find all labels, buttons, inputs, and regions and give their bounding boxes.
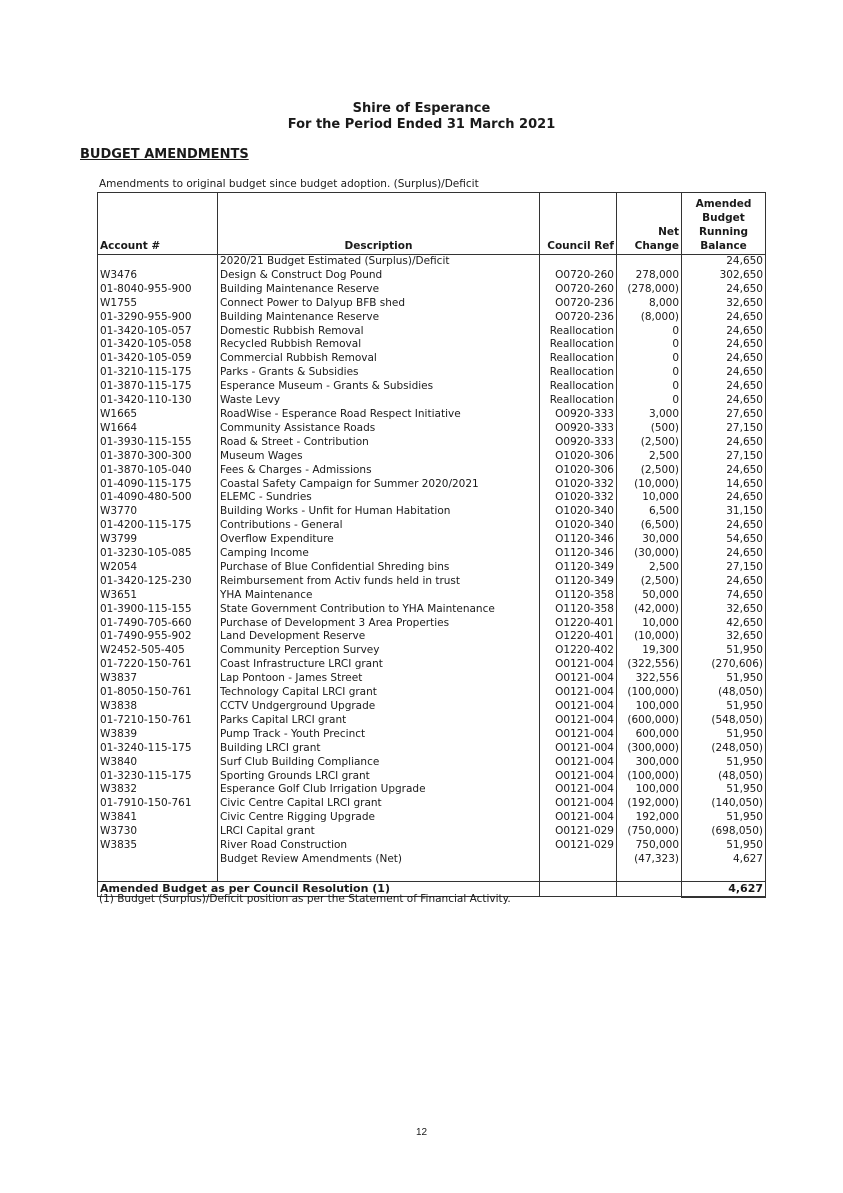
account-cell: 01-3420-105-059 [98,352,218,366]
account-cell: 01-7490-705-660 [98,617,218,631]
table-row [98,839,766,853]
account-cell: 01-3870-115-175 [98,380,218,394]
net-change-cell: (10,000) [617,478,682,492]
table-row [98,797,766,811]
description-cell: River Road Construction [218,839,540,853]
council-ref-cell: O1020-306 [540,450,617,464]
balance-cell: 27,150 [682,450,766,464]
table-row [98,603,766,617]
table-row [98,547,766,561]
account-cell: W3832 [98,783,218,797]
intro-text: Amendments to original budget since budget adoption. (Surplus)/Deficit [99,178,479,190]
description-cell: Overflow Expenditure [218,533,540,547]
account-cell: 01-7210-150-761 [98,714,218,728]
balance-cell: 24,650 [682,547,766,561]
council-ref-cell: O0720-236 [540,311,617,325]
table-row [98,283,766,297]
net-change-cell: 19,300 [617,644,682,658]
balance-cell: 24,650 [682,464,766,478]
description-cell: Technology Capital LRCI grant [218,686,540,700]
net-change-cell: 0 [617,394,682,408]
balance-cell: (48,050) [682,770,766,784]
spacer-row [98,867,766,881]
description-cell: Building Maintenance Reserve [218,283,540,297]
council-ref-cell: O0121-004 [540,756,617,770]
table-row [98,352,766,366]
net-change-cell: 750,000 [617,839,682,853]
balance-cell: 32,650 [682,297,766,311]
balance-cell: (548,050) [682,714,766,728]
total-label: Amended Budget as per Council Resolution (1) [98,881,540,896]
net-change-cell [617,255,682,269]
description-cell: Commercial Rubbish Removal [218,352,540,366]
council-ref-cell: O0121-004 [540,797,617,811]
table-row [98,825,766,839]
council-ref-cell: O0121-004 [540,783,617,797]
balance-cell: (270,606) [682,658,766,672]
council-ref-cell: O1220-401 [540,617,617,631]
table-row [98,394,766,408]
net-change-cell: (10,000) [617,630,682,644]
description-cell: Budget Review Amendments (Net) [218,853,540,867]
description-cell: Domestic Rubbish Removal [218,325,540,339]
net-change-cell: (750,000) [617,825,682,839]
council-ref-cell: Reallocation [540,352,617,366]
account-cell: W3651 [98,589,218,603]
description-cell: Fees & Charges - Admissions [218,464,540,478]
table-row [98,311,766,325]
description-cell: LRCI Capital grant [218,825,540,839]
council-ref-cell: O0720-260 [540,269,617,283]
council-ref-cell: Reallocation [540,338,617,352]
council-ref-cell: O0720-236 [540,297,617,311]
balance-cell: 24,650 [682,338,766,352]
account-cell: 01-3420-105-057 [98,325,218,339]
council-ref-cell: O0121-004 [540,700,617,714]
description-cell: RoadWise - Esperance Road Respect Initiative [218,408,540,422]
account-cell [98,255,218,269]
net-change-cell: 0 [617,366,682,380]
council-ref-cell: O0121-004 [540,658,617,672]
net-change-cell: (2,500) [617,436,682,450]
net-change-cell: (6,500) [617,519,682,533]
council-ref-cell: O1120-349 [540,575,617,589]
net-change-cell: 6,500 [617,505,682,519]
column-header-net-change: Net Change [617,193,682,255]
balance-cell: 27,150 [682,561,766,575]
council-ref-cell: O0121-004 [540,811,617,825]
net-change-cell: (2,500) [617,464,682,478]
table-row [98,436,766,450]
description-cell: Community Perception Survey [218,644,540,658]
net-change-cell: 322,556 [617,672,682,686]
table-row [98,505,766,519]
balance-cell: 51,950 [682,783,766,797]
council-ref-cell: Reallocation [540,366,617,380]
account-cell: 01-7220-150-761 [98,658,218,672]
account-cell: 01-3930-115-155 [98,436,218,450]
council-ref-cell: O1020-332 [540,491,617,505]
table-row [98,478,766,492]
description-cell: Civic Centre Capital LRCI grant [218,797,540,811]
description-cell: Coastal Safety Campaign for Summer 2020/2021 [218,478,540,492]
council-ref-cell: O1120-358 [540,589,617,603]
footnote: (1) Budget (Surplus)/Deficit position as per the Statement of Financial Activity. [99,893,511,905]
net-change-cell: 8,000 [617,297,682,311]
balance-cell: 24,650 [682,352,766,366]
table-row [98,491,766,505]
description-cell: Land Development Reserve [218,630,540,644]
table-row [98,366,766,380]
net-change-cell: 10,000 [617,491,682,505]
description-cell: Building Works - Unfit for Human Habitation [218,505,540,519]
table-row [98,297,766,311]
description-cell: Purchase of Development 3 Area Properties [218,617,540,631]
description-cell: Parks - Grants & Subsidies [218,366,540,380]
net-change-cell: (42,000) [617,603,682,617]
total-balance: 4,627 [682,881,766,896]
council-ref-cell: O0121-004 [540,742,617,756]
balance-cell: 24,650 [682,394,766,408]
account-cell: 01-3870-300-300 [98,450,218,464]
account-cell: W3839 [98,728,218,742]
table-row [98,728,766,742]
balance-cell: 24,650 [682,491,766,505]
description-cell: Surf Club Building Compliance [218,756,540,770]
council-ref-cell: O0121-029 [540,825,617,839]
account-cell: 01-4090-115-175 [98,478,218,492]
table-body [98,255,766,867]
description-cell: Design & Construct Dog Pound [218,269,540,283]
net-change-cell: 278,000 [617,269,682,283]
net-change-cell: (322,556) [617,658,682,672]
balance-cell: 31,150 [682,505,766,519]
account-cell: W3837 [98,672,218,686]
description-cell: Road & Street - Contribution [218,436,540,450]
document-title: Shire of Esperance [352,101,491,116]
table-row [98,714,766,728]
net-change-cell: 0 [617,338,682,352]
council-ref-cell: O0121-004 [540,686,617,700]
table-row [98,338,766,352]
description-cell: Museum Wages [218,450,540,464]
description-cell: State Government Contribution to YHA Maintenance [218,603,540,617]
account-cell: 01-3870-105-040 [98,464,218,478]
table-row [98,770,766,784]
table-row [98,533,766,547]
account-cell: W3840 [98,756,218,770]
account-cell: 01-3420-110-130 [98,394,218,408]
table-row [98,783,766,797]
account-cell: W3476 [98,269,218,283]
table-row [98,658,766,672]
table-row [98,422,766,436]
balance-cell: 24,650 [682,255,766,269]
balance-cell: 27,650 [682,408,766,422]
description-cell: Connect Power to Dalyup BFB shed [218,297,540,311]
table-row [98,700,766,714]
table-row [98,853,766,867]
table-row [98,617,766,631]
council-ref-cell: O0121-004 [540,770,617,784]
net-change-cell: (278,000) [617,283,682,297]
table-row [98,589,766,603]
table-row [98,519,766,533]
balance-cell: (248,050) [682,742,766,756]
council-ref-cell: O1120-358 [540,603,617,617]
balance-cell: 24,650 [682,380,766,394]
account-cell: W1665 [98,408,218,422]
account-cell: 01-8050-150-761 [98,686,218,700]
account-cell: W3838 [98,700,218,714]
account-cell: W3841 [98,811,218,825]
description-cell: Community Assistance Roads [218,422,540,436]
account-cell: 01-3230-115-175 [98,770,218,784]
council-ref-cell: O1220-401 [540,630,617,644]
table-header-row [98,193,766,255]
council-ref-cell: O0720-260 [540,283,617,297]
account-cell: W3770 [98,505,218,519]
section-title: BUDGET AMENDMENTS [80,147,249,162]
account-cell: 01-3210-115-175 [98,366,218,380]
council-ref-cell: O1120-346 [540,547,617,561]
description-cell: Coast Infrastructure LRCI grant [218,658,540,672]
council-ref-cell: O0121-004 [540,728,617,742]
balance-cell: 14,650 [682,478,766,492]
council-ref-cell: O1020-340 [540,519,617,533]
balance-cell: 51,950 [682,672,766,686]
description-cell: Building LRCI grant [218,742,540,756]
table-row [98,464,766,478]
description-cell: Civic Centre Rigging Upgrade [218,811,540,825]
balance-cell: 302,650 [682,269,766,283]
council-ref-cell [540,255,617,269]
net-change-cell: (47,323) [617,853,682,867]
description-cell: Contributions - General [218,519,540,533]
account-cell: 01-7910-150-761 [98,797,218,811]
balance-cell: 51,950 [682,756,766,770]
account-cell: W3730 [98,825,218,839]
council-ref-cell: O1020-340 [540,505,617,519]
council-ref-cell: O0121-004 [540,714,617,728]
balance-cell: 54,650 [682,533,766,547]
council-ref-cell: O1120-346 [540,533,617,547]
net-change-cell: 0 [617,352,682,366]
net-change-cell: (600,000) [617,714,682,728]
description-cell: Purchase of Blue Confidential Shreding bins [218,561,540,575]
net-change-cell: 3,000 [617,408,682,422]
council-ref-cell: O1220-402 [540,644,617,658]
description-cell: Parks Capital LRCI grant [218,714,540,728]
account-cell: 01-7490-955-902 [98,630,218,644]
balance-cell: 51,950 [682,839,766,853]
column-header-description: Description [218,193,540,255]
balance-cell: 24,650 [682,436,766,450]
balance-cell: 27,150 [682,422,766,436]
net-change-cell: 50,000 [617,589,682,603]
table-row [98,686,766,700]
net-change-cell: 100,000 [617,700,682,714]
account-cell: 01-3420-125-230 [98,575,218,589]
net-change-cell: (100,000) [617,686,682,700]
description-cell: Esperance Museum - Grants & Subsidies [218,380,540,394]
balance-cell: 42,650 [682,617,766,631]
table-row [98,630,766,644]
net-change-cell: 600,000 [617,728,682,742]
document-header [0,101,843,133]
balance-cell: 51,950 [682,728,766,742]
balance-cell: 51,950 [682,700,766,714]
net-change-cell: 2,500 [617,450,682,464]
description-cell: Reimbursement from Activ funds held in trust [218,575,540,589]
account-cell: 01-3420-105-058 [98,338,218,352]
balance-cell: 24,650 [682,325,766,339]
council-ref-cell: O0920-333 [540,436,617,450]
balance-cell: 32,650 [682,630,766,644]
net-change-cell: (30,000) [617,547,682,561]
table-row [98,380,766,394]
description-cell: CCTV Undgerground Upgrade [218,700,540,714]
net-change-cell: (192,000) [617,797,682,811]
column-header-council-ref: Council Ref [540,193,617,255]
balance-cell: 24,650 [682,366,766,380]
council-ref-cell: O0920-333 [540,422,617,436]
council-ref-cell: O0920-333 [540,408,617,422]
description-cell: Sporting Grounds LRCI grant [218,770,540,784]
description-cell: Pump Track - Youth Precinct [218,728,540,742]
council-ref-cell: Reallocation [540,325,617,339]
net-change-cell: 2,500 [617,561,682,575]
table-row [98,644,766,658]
account-cell: W2452-505-405 [98,644,218,658]
net-change-cell: 0 [617,380,682,394]
description-cell: 2020/21 Budget Estimated (Surplus)/Deficit [218,255,540,269]
account-cell: 01-3230-105-085 [98,547,218,561]
account-cell: W3799 [98,533,218,547]
description-cell: YHA Maintenance [218,589,540,603]
account-cell: 01-4090-480-500 [98,491,218,505]
council-ref-cell [540,853,617,867]
description-cell: Building Maintenance Reserve [218,311,540,325]
net-change-cell: (100,000) [617,770,682,784]
budget-amendments-table [97,192,766,898]
table-row [98,742,766,756]
column-header-account: Account # [98,193,218,255]
council-ref-cell: O1020-306 [540,464,617,478]
net-change-cell: (8,000) [617,311,682,325]
table-row [98,325,766,339]
council-ref-cell: Reallocation [540,380,617,394]
balance-cell: 51,950 [682,811,766,825]
description-cell: Camping Income [218,547,540,561]
table-row [98,756,766,770]
table-row [98,255,766,269]
description-cell: Waste Levy [218,394,540,408]
table-row [98,269,766,283]
net-change-cell: 192,000 [617,811,682,825]
account-cell: W1664 [98,422,218,436]
net-change-cell: (2,500) [617,575,682,589]
net-change-cell: 0 [617,325,682,339]
document-subtitle: For the Period Ended 31 March 2021 [287,117,556,132]
net-change-cell: 30,000 [617,533,682,547]
balance-cell: 24,650 [682,311,766,325]
net-change-cell: 10,000 [617,617,682,631]
balance-cell: 24,650 [682,575,766,589]
council-ref-cell: O1020-332 [540,478,617,492]
council-ref-cell: O0121-029 [540,839,617,853]
balance-cell: 74,650 [682,589,766,603]
table-row [98,575,766,589]
table-row [98,561,766,575]
balance-cell: 24,650 [682,519,766,533]
description-cell: Recycled Rubbish Removal [218,338,540,352]
account-cell: W1755 [98,297,218,311]
description-cell: Esperance Golf Club Irrigation Upgrade [218,783,540,797]
description-cell: ELEMC - Sundries [218,491,540,505]
net-change-cell: 300,000 [617,756,682,770]
account-cell [98,853,218,867]
table-row [98,672,766,686]
account-cell: 01-3240-115-175 [98,742,218,756]
balance-cell: 32,650 [682,603,766,617]
balance-cell: 51,950 [682,644,766,658]
account-cell: W3835 [98,839,218,853]
balance-cell: 4,627 [682,853,766,867]
balance-cell: (140,050) [682,797,766,811]
council-ref-cell: Reallocation [540,394,617,408]
account-cell: 01-8040-955-900 [98,283,218,297]
page-number: 12 [415,1127,428,1138]
account-cell: 01-3900-115-155 [98,603,218,617]
account-cell: W2054 [98,561,218,575]
council-ref-cell: O0121-004 [540,672,617,686]
account-cell: 01-4200-115-175 [98,519,218,533]
table-row [98,811,766,825]
description-cell: Lap Pontoon - James Street [218,672,540,686]
account-cell: 01-3290-955-900 [98,311,218,325]
balance-cell: 24,650 [682,283,766,297]
balance-cell: (48,050) [682,686,766,700]
net-change-cell: (500) [617,422,682,436]
balance-cell: (698,050) [682,825,766,839]
net-change-cell: (300,000) [617,742,682,756]
net-change-cell: 100,000 [617,783,682,797]
table-row [98,408,766,422]
council-ref-cell: O1120-349 [540,561,617,575]
table-row [98,450,766,464]
column-header-balance: Amended Budget Running Balance [682,193,766,255]
